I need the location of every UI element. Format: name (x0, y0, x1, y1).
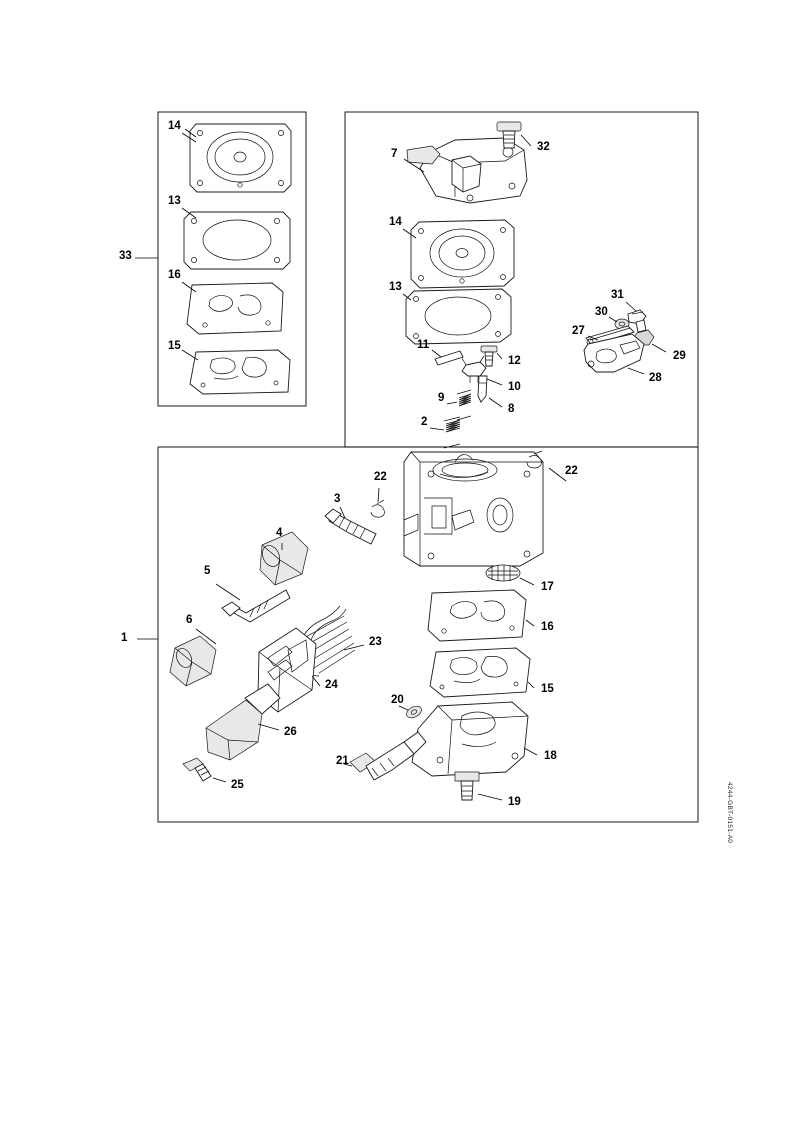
leader-22b (549, 468, 566, 481)
part-3-adjust-screw (325, 509, 376, 544)
callout-8: 8 (508, 403, 515, 415)
callout-17: 17 (541, 581, 554, 593)
part-16-kit-diaphragm (187, 283, 283, 334)
callout-23: 23 (369, 636, 382, 648)
callout-31: 31 (611, 289, 624, 301)
leader-25 (213, 778, 226, 782)
callout-1: 1 (121, 632, 128, 644)
callout-28: 28 (649, 372, 662, 384)
callout-18: 18 (544, 750, 557, 762)
leader-15b (528, 682, 534, 688)
part-9-spring (457, 390, 471, 420)
document-code: 4244-GBT-0151-A0 (726, 782, 733, 844)
leader-8 (489, 398, 502, 407)
leader-31 (626, 302, 636, 311)
callout-14-kit: 14 (168, 120, 181, 132)
callout-24: 24 (325, 679, 338, 691)
leader-18 (524, 748, 537, 755)
callout-26: 26 (284, 726, 297, 738)
callout-16-kit: 16 (168, 269, 181, 281)
part-16b-diaphragm (428, 590, 526, 641)
leader-16b (526, 620, 534, 626)
leader-19 (478, 794, 502, 800)
callout-30: 30 (595, 306, 608, 318)
part-14b-diaphragm (411, 220, 514, 288)
leader-20 (399, 706, 408, 710)
part-8-inlet-needle (478, 376, 487, 402)
callout-3: 3 (334, 493, 341, 505)
part-12-screw (481, 346, 497, 366)
leader-22a (378, 488, 379, 502)
callout-13: 13 (389, 281, 402, 293)
callout-16: 16 (541, 621, 554, 633)
leader-12 (497, 353, 502, 359)
callout-22-left: 22 (374, 471, 387, 483)
leader-28 (628, 368, 644, 374)
leader-26 (258, 724, 279, 730)
callout-13-kit: 13 (168, 195, 181, 207)
callout-6: 6 (186, 614, 193, 626)
callout-21: 21 (336, 755, 349, 767)
callout-11: 11 (417, 339, 430, 351)
part-6-cap (170, 636, 216, 686)
part-26-knob (206, 684, 280, 760)
part-15-kit-gasket (190, 350, 290, 394)
callout-7: 7 (391, 148, 398, 160)
part-17-screen (486, 565, 520, 581)
callout-22-right: 22 (565, 465, 578, 477)
callout-33: 33 (119, 250, 132, 262)
part-21-screw (350, 742, 414, 780)
callout-4: 4 (276, 527, 283, 539)
leader-32 (521, 135, 531, 146)
leader-5 (216, 584, 240, 600)
part-4-limiter-cap (259, 532, 308, 585)
callout-9: 9 (438, 392, 445, 404)
callout-32: 32 (537, 141, 550, 153)
callout-10: 10 (508, 381, 521, 393)
callout-19: 19 (508, 796, 521, 808)
callout-15: 15 (541, 683, 554, 695)
part-11-pin (435, 351, 463, 365)
part-19-screw (455, 772, 479, 800)
part-carburetor-body (404, 452, 543, 566)
leader-30 (609, 317, 617, 322)
leader-2 (430, 428, 444, 430)
callout-2: 2 (421, 416, 428, 428)
callout-29: 29 (673, 350, 686, 362)
part-2-spring (444, 417, 460, 448)
leader-17 (520, 578, 534, 585)
leader-10 (487, 379, 502, 385)
part-25-screw (183, 758, 211, 781)
callout-25: 25 (231, 779, 244, 791)
leader-11 (432, 350, 441, 357)
callout-5: 5 (204, 565, 211, 577)
part-22a-clip (371, 500, 384, 517)
callout-12: 12 (508, 355, 521, 367)
callout-27: 27 (572, 325, 585, 337)
leader-9 (447, 402, 457, 404)
leader-29 (652, 344, 666, 352)
part-18-cover (404, 702, 528, 776)
callout-14: 14 (389, 216, 402, 228)
part-13-kit-gasket (184, 212, 290, 269)
part-20-pin (405, 704, 424, 720)
part-13b-gasket (406, 289, 511, 344)
callout-20: 20 (391, 694, 404, 706)
part-14-kit-diaphragm (185, 124, 291, 192)
part-15b-gasket (430, 648, 530, 697)
callout-15-kit: 15 (168, 340, 181, 352)
